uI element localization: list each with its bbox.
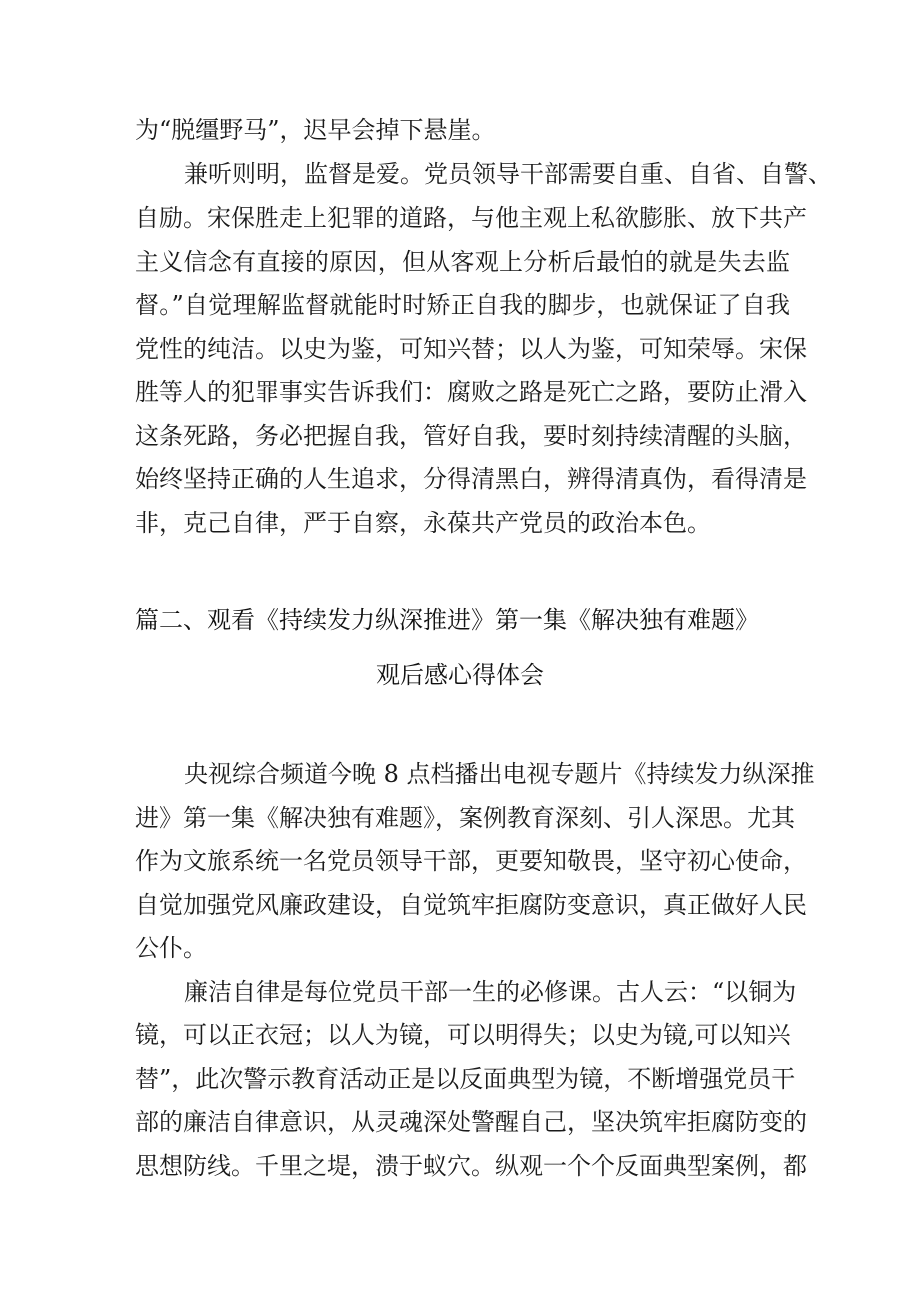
text-line: 主义信念有直接的原因，但从客观上分析后最怕的就是失去监 (135, 248, 790, 276)
text-line: 进》第一集《解决独有难题》，案例教育深刻、引人深思。尤其 (135, 804, 795, 832)
text-line: 思想防线。千里之堤，溃于蚁穴。纵观一个个反面典型案例，都 (135, 1152, 807, 1180)
text-line: 这条死路，务必把握自我，管好自我，要时刻持续清醒的头脑， (135, 422, 807, 450)
text-line: 自励。宋保胜走上犯罪的道路，与他主观上私欲膨胀、放下共产 (135, 204, 807, 232)
text-line: 镜，可以正衣冠；以人为镜，可以明得失；以史为镜,可以知兴 (135, 1021, 791, 1049)
text-line: 兼听则明，监督是爱。党员领导干部需要自重、自省、自警、 (184, 160, 832, 188)
text-line: 党性的纯洁。以史为鉴，可知兴替；以人为鉴，可知荣辱。宋保 (135, 335, 807, 363)
text-line: 部的廉洁自律意识，从灵魂深处警醒自己，坚决筑牢拒腐防变的 (135, 1108, 807, 1136)
text-line: 胜等人的犯罪事实告诉我们：腐败之路是死亡之路，要防止滑入 (135, 378, 807, 406)
text-line: 督。”自觉理解监督就能时时矫正自我的脚步，也就保证了自我 (135, 291, 790, 319)
text-line: 自觉加强党风廉政建设，自觉筑牢拒腐防变意识，真正做好人民 (135, 891, 807, 919)
text-line: 替”，此次警示教育活动正是以反面典型为镜，不断增强党员干 (135, 1065, 796, 1093)
text-line: 作为文旅系统一名党员领导干部，更要知敬畏，坚守初心使命， (135, 847, 807, 875)
text-line: 央视综合频道今晚 8 点档播出电视专题片《持续发力纵深推 (184, 760, 815, 788)
text-line: 为“脱缰野马”，迟早会掉下悬崖。 (135, 116, 496, 144)
section-heading-line-2: 观后感心得体会 (376, 661, 544, 689)
section-heading-line-1: 篇二、观看《持续发力纵深推进》第一集《解决独有难题》 (135, 606, 759, 634)
text-line: 公仆。 (135, 934, 207, 962)
text-line: 非，克己自律，严于自察，永葆共产党员的政治本色。 (135, 509, 711, 537)
text-line: 始终坚持正确的人生追求，分得清黑白，辨得清真伪，看得清是 (135, 465, 807, 493)
text-line: 廉洁自律是每位党员干部一生的必修课。古人云：“以铜为 (184, 978, 797, 1006)
